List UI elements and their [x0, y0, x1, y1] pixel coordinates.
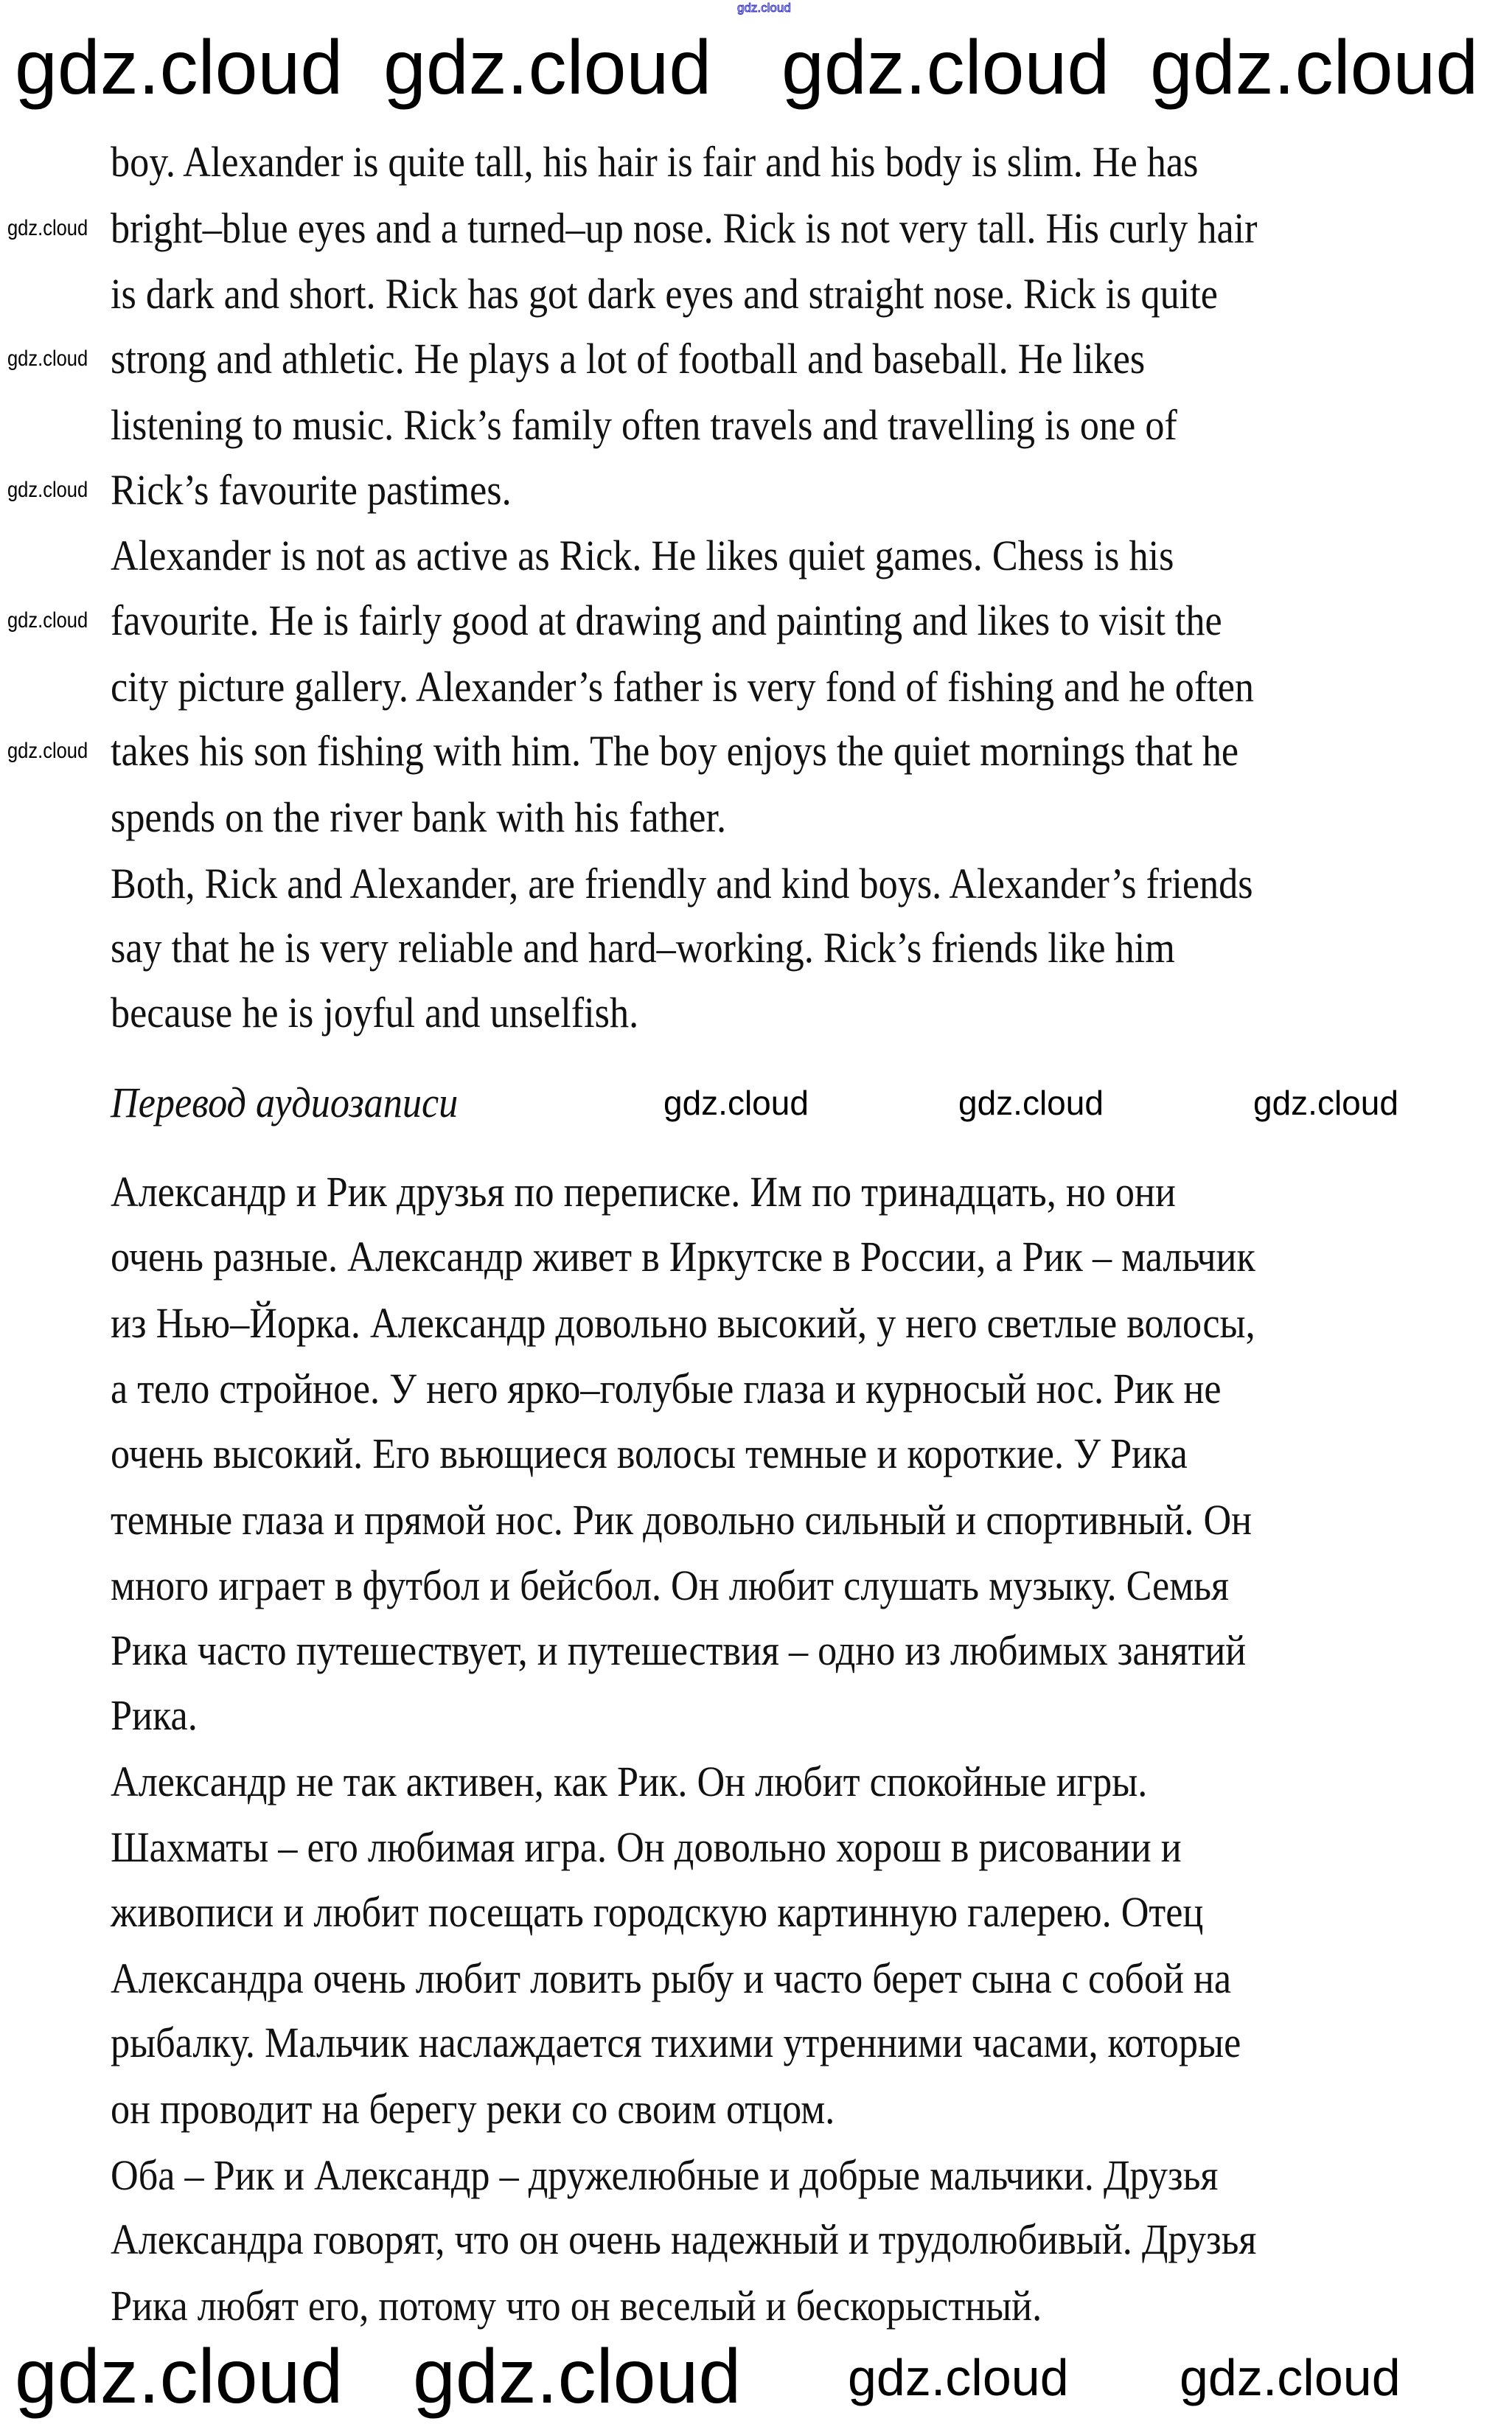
text-line: Александр и Рик друзья по переписке. Им по тринадцать, но они — [111, 1168, 1176, 1216]
text-line: много играет в футбол и бейсбол. Он любит слушать музыку. Семья — [111, 1561, 1230, 1609]
text-line: say that he is very reliable and hard–working. Rick’s friends like him — [111, 924, 1175, 972]
text-line: Шахматы – его любимая игра. Он довольно хорош в рисовании и — [111, 1823, 1182, 1871]
watermark: gdz.cloud — [413, 2334, 742, 2420]
text-line: city picture gallery. Alexander’s father is very fond of fishing and he often — [111, 663, 1254, 711]
text-line: очень высокий. Его вьющиеся волосы темные и короткие. У Рика — [111, 1429, 1188, 1477]
watermark: gdz.cloud — [848, 2349, 1069, 2406]
text-line: рыбалку. Мальчик наслаждается тихими утренними часами, которые — [111, 2019, 1241, 2066]
watermark: gdz.cloud — [7, 216, 88, 240]
text-line: темные глаза и прямой нос. Рик довольно сильный и спортивный. Он — [111, 1496, 1253, 1544]
text-line: он проводит на берегу реки со своим отцом. — [111, 2085, 835, 2133]
watermark: gdz.cloud — [7, 478, 88, 502]
watermark: gdz.cloud — [1253, 1084, 1398, 1122]
text-line: boy. Alexander is quite tall, his hair is fair and his body is slim. He has — [111, 138, 1199, 186]
watermark-top: gdz.cloud — [737, 1, 791, 15]
text-line: Рика любят его, потому что он веселый и бескорыстный. — [111, 2282, 1042, 2330]
text-line: takes his son fishing with him. The boy enjoys the quiet mornings that he — [111, 727, 1239, 775]
watermark: gdz.cloud — [7, 608, 88, 633]
text-line: Both, Rick and Alexander, are friendly and kind boys. Alexander’s friends — [111, 860, 1253, 908]
text-line: favourite. He is fairly good at drawing and painting and likes to visit the — [111, 596, 1222, 644]
text-line: Оба – Рик и Александр – дружелюбные и добрые мальчики. Друзья — [111, 2151, 1219, 2199]
watermark: gdz.cloud — [383, 25, 712, 111]
text-line: Рика часто путешествует, и путешествия – одно из любимых занятий — [111, 1626, 1247, 1674]
text-line: очень разные. Александр живет в Иркутске в России, а Рик – мальчик — [111, 1233, 1255, 1281]
watermark: gdz.cloud — [663, 1084, 809, 1122]
text-line: Alexander is not as active as Rick. He likes quiet games. Chess is his — [111, 532, 1174, 579]
text-line: is dark and short. Rick has got dark eyes and straight nose. Rick is quite — [111, 270, 1218, 318]
watermark: gdz.cloud — [958, 1084, 1104, 1122]
watermark: gdz.cloud — [781, 25, 1110, 111]
watermark: gdz.cloud — [15, 2334, 344, 2420]
text-line: Александра говорят, что он очень надежный и трудолюбивый. Друзья — [111, 2215, 1257, 2263]
text-line: Александра очень любит ловить рыбу и часто берет сына с собой на — [111, 1954, 1232, 2002]
text-line: а тело стройное. У него ярко–голубые глаза и курносый нос. Рик не — [111, 1365, 1222, 1413]
watermark: gdz.cloud — [1180, 2349, 1401, 2406]
text-line: из Нью–Йорка. Александр довольно высокий, у него светлые волосы, — [111, 1299, 1255, 1347]
watermark: gdz.cloud — [15, 25, 344, 111]
text-line: listening to music. Rick’s family often travels and travelling is one of — [111, 401, 1177, 449]
text-line: strong and athletic. He plays a lot of football and baseball. He likes — [111, 335, 1146, 383]
text-line: живописи и любит посещать городскую картинную галерею. Отец — [111, 1888, 1204, 1936]
text-line: Рика. — [111, 1691, 198, 1739]
text-line: Rick’s favourite pastimes. — [111, 466, 512, 514]
text-line: Александр не так активен, как Рик. Он любит спокойные игры. — [111, 1758, 1148, 1805]
watermark: gdz.cloud — [1150, 25, 1479, 111]
watermark: gdz.cloud — [7, 739, 88, 763]
text-line: spends on the river bank with his father. — [111, 793, 727, 841]
text-line: bright–blue eyes and a turned–up nose. Rick is not very tall. His curly hair — [111, 204, 1258, 252]
watermark: gdz.cloud — [7, 346, 88, 371]
text-line: because he is joyful and unselfish. — [111, 989, 639, 1037]
translation-heading: Перевод аудиозаписи — [111, 1079, 459, 1126]
